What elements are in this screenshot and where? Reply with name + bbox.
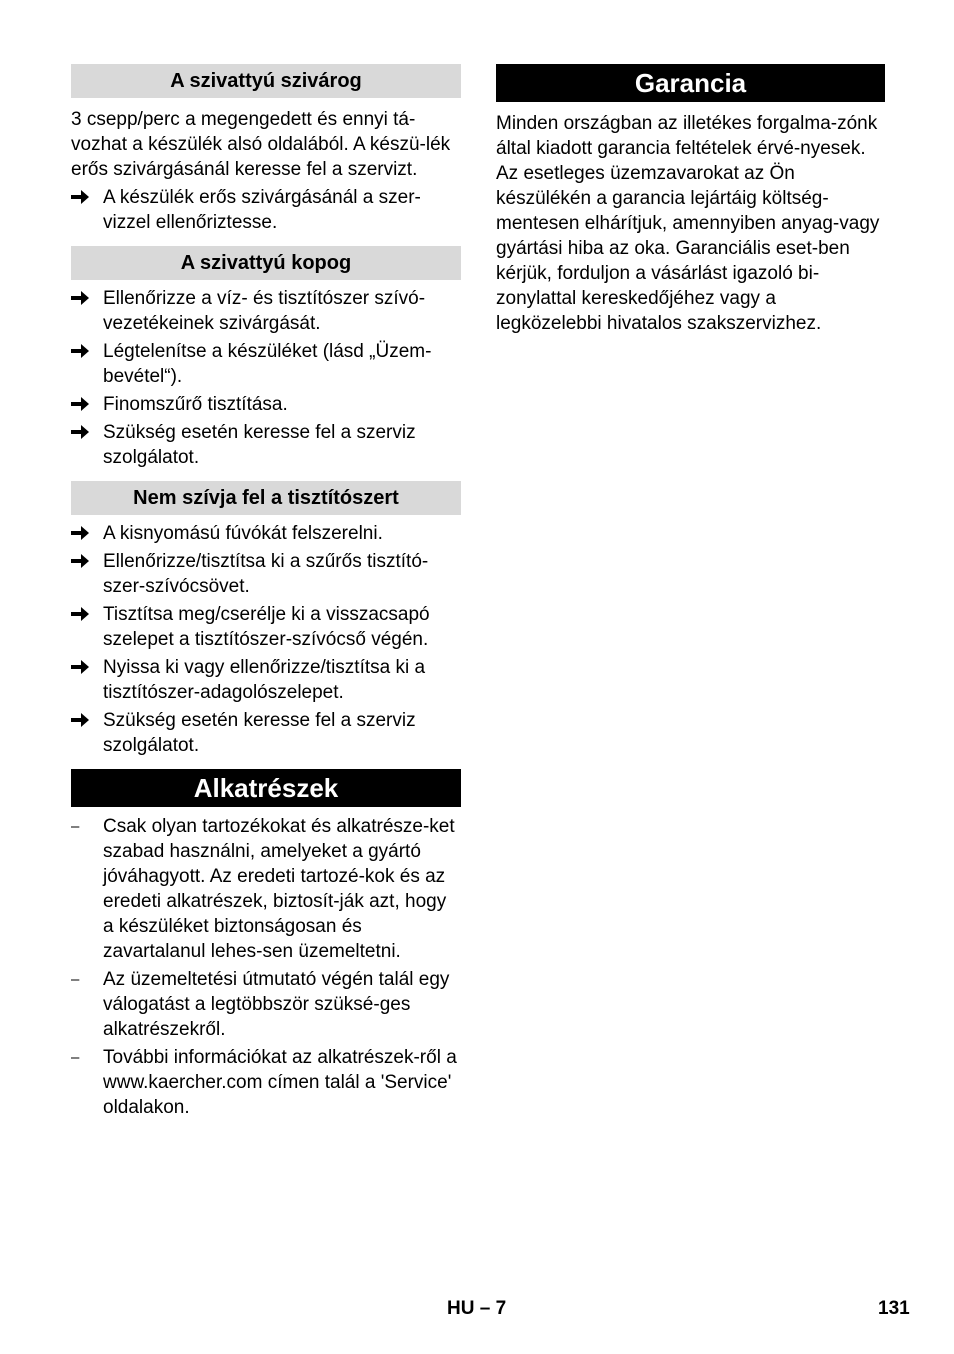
list-item-text: Finomszűrő tisztítása. — [103, 394, 288, 415]
arrow-right-icon — [71, 185, 95, 204]
list-item-text: Légtelenítse a készüléket (lásd „Üzem-bevétel“). — [103, 341, 432, 387]
list-item — [71, 602, 461, 652]
list-item — [71, 1045, 461, 1120]
footer-language-page: HU – 7 — [447, 1298, 507, 1319]
dash-bullet: – — [71, 818, 80, 835]
list-item — [71, 521, 461, 546]
arrow-right-icon — [71, 420, 95, 439]
footer-page-number: 131 — [878, 1298, 910, 1319]
arrow-right-icon — [71, 286, 95, 305]
list-item — [71, 814, 461, 964]
list-item — [71, 655, 461, 705]
list-item-text: Ellenőrizze/tisztítsa ki a szűrős tisztító-szer-szívócsövet. — [103, 551, 429, 597]
list-item — [71, 420, 461, 470]
arrow-right-icon — [71, 521, 95, 540]
arrow-right-icon — [71, 708, 95, 727]
section-heading-warranty: Garancia — [496, 64, 885, 102]
list-item-text: A kisnyomású fúvókát felszerelni. — [103, 523, 383, 544]
list-item-text: A készülék erős szivárgásánál a szer-vizzel ellenőriztesse. — [103, 187, 421, 233]
arrow-right-icon — [71, 549, 95, 568]
arrow-right-icon — [71, 655, 95, 674]
section-heading-pump-leaking: A szivattyú szivárog — [71, 64, 461, 98]
list-item — [71, 392, 461, 417]
list-item — [71, 549, 461, 599]
list-item-text: Ellenőrizze a víz- és tisztítószer szívó-vezetékeinek szivárgását. — [103, 288, 426, 334]
right-column — [496, 64, 885, 336]
section-heading-pump-knocking: A szivattyú kopog — [71, 246, 461, 280]
list-item-text: Az üzemeltetési útmutató végén talál egy válogatást a legtöbbször szüksé-ges alkatrészekről. — [103, 969, 450, 1040]
list-item-text: Csak olyan tartozékokat és alkatrésze-ket szabad használni, amelyeket a gyártó jóváhagyott. Az eredeti tartozé-kok és az eredeti alkatrészek, biztosít-ják azt, hogy a készüléket biztonságosan és zavartalanul lehes-sen üzemeltetni. — [103, 816, 455, 962]
pump-knocking-list — [71, 286, 461, 470]
list-item — [71, 185, 461, 235]
list-item-text: Szükség esetén keresse fel a szerviz szolgálatot. — [103, 710, 416, 756]
list-item-text: További információkat az alkatrészek-ről a www.kaercher.com címen talál a 'Service' oldalakon. — [103, 1047, 457, 1118]
section-heading-no-detergent-suction: Nem szívja fel a tisztítószert — [71, 481, 461, 515]
list-item-text: Nyissa ki vagy ellenőrizze/tisztítsa ki a tisztítószer-adagolószelepet. — [103, 657, 426, 703]
no-detergent-list — [71, 521, 461, 758]
dash-bullet: – — [71, 1049, 80, 1066]
warranty-paragraph: Minden országban az illetékes forgalma-zónk által kiadott garancia feltételek érvé-nyesek. Az esetleges üzemzavarokat az Ön készülékén a garancia lejártáig költség-mentesen elhárítjuk, amennyiben anyag-vagy gyártási hiba az oka. Garanciális eset-ben kérjük, forduljon a vásárlást igazoló bi-zonylattal kereskedőjéhez vagy a legközelebbi hivatalos szakszervizhez. — [496, 113, 880, 334]
dash-bullet: – — [71, 971, 80, 988]
list-item — [71, 708, 461, 758]
arrow-right-icon — [71, 602, 95, 621]
pump-leaking-paragraph: 3 csepp/perc a megengedett és ennyi tá-vozhat a készülék alsó oldalából. A készü-lék erős szivárgásánál keresse fel a szervizt. — [71, 109, 451, 180]
arrow-right-icon — [71, 339, 95, 358]
list-item-text: Tisztítsa meg/cserélje ki a visszacsapó szelepet a tisztítószer-szívócső végén. — [103, 604, 430, 650]
pump-leaking-list — [71, 185, 461, 235]
list-item-text: Szükség esetén keresse fel a szerviz szolgálatot. — [103, 422, 416, 468]
list-item — [71, 967, 461, 1042]
left-column — [71, 64, 461, 1120]
spare-parts-list — [71, 814, 461, 1120]
list-item — [71, 339, 461, 389]
arrow-right-icon — [71, 392, 95, 411]
section-heading-spare-parts: Alkatrészek — [71, 769, 461, 807]
list-item — [71, 286, 461, 336]
